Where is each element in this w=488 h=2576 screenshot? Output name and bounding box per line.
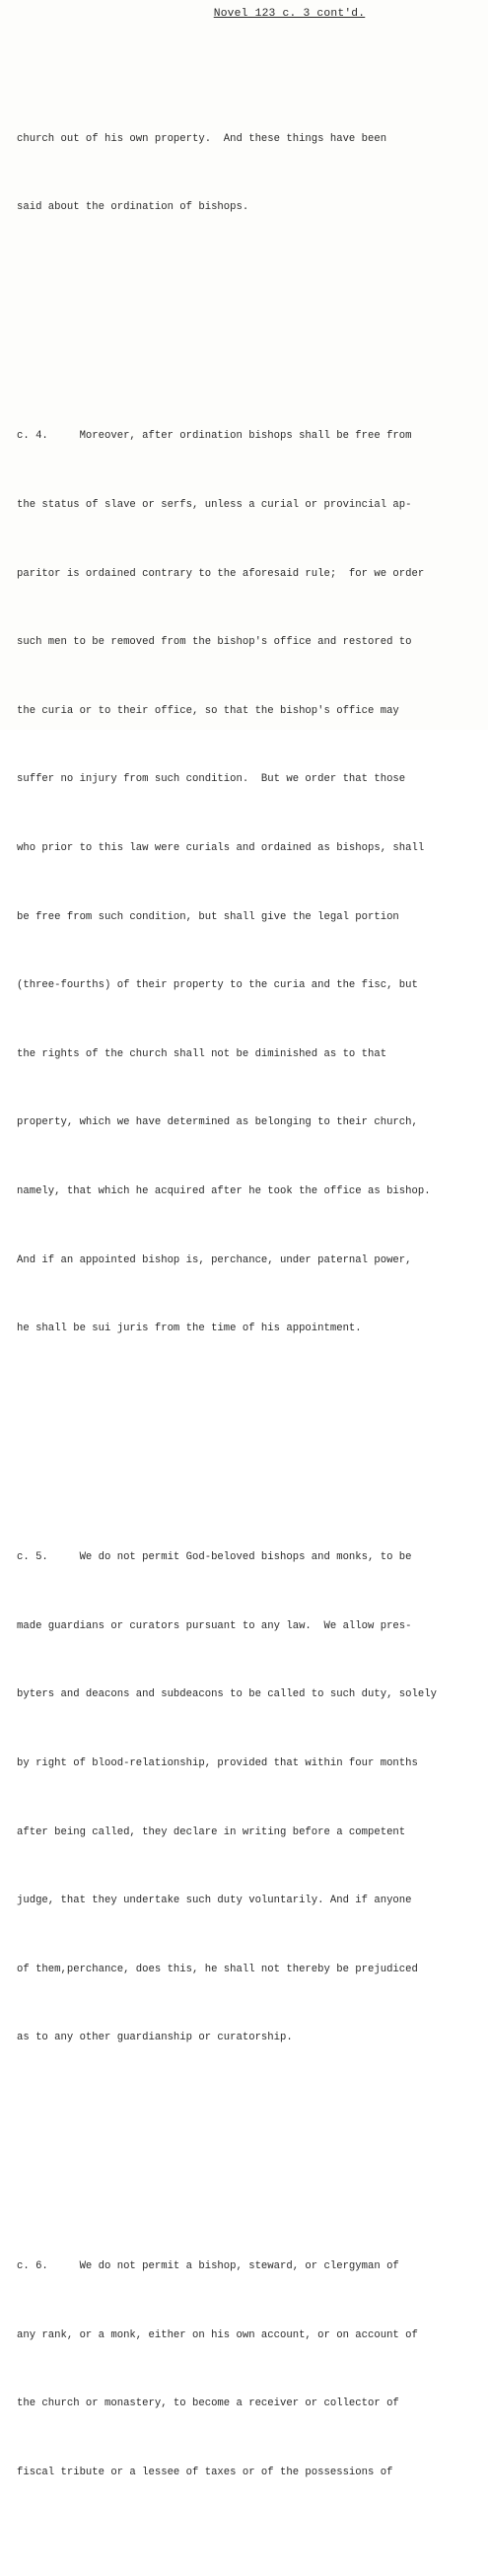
text-line: the status of slave or serfs, unless a curial or provincial ap- — [17, 499, 412, 511]
text-line: such men to be removed from the bishop's office and restored to — [17, 636, 412, 649]
header-title: Novel 123 c. 3 cont'd. — [213, 8, 366, 20]
text-line: the rights of the church shall not be diminished as to that — [17, 1047, 387, 1060]
text-line: property, which we have determined as belonging to their church, — [17, 1116, 418, 1129]
text-line: any rank, or a monk, either on his own account, or on account of — [17, 2328, 418, 2341]
text-line: suffer no injury from such condition. But we order that those — [17, 773, 406, 786]
text-line: c. 4. Moreover, after ordination bishops shall be free from — [17, 430, 412, 443]
text-line: And if an appointed bishop is, perchance, under paternal power, — [17, 1253, 412, 1266]
text-line: by right of blood-relationship, provided that within four months — [17, 1756, 418, 1769]
text-line: paritor is ordained contrary to the aforesaid rule; for we order — [17, 567, 425, 580]
text-line: judge, that they undertake such duty voluntarily. And if anyone — [17, 1895, 412, 1907]
text-line: said about the ordination of bishops. — [17, 201, 249, 214]
text-line: c. 5. We do not permit God-beloved bishops and monks, to be — [17, 1551, 412, 1564]
text-line: who prior to this law were curials and ordained as bishops, shall — [17, 841, 425, 854]
paragraph-c5 — [17, 1501, 480, 2096]
text-line: church out of his own property. And these things have been — [17, 132, 387, 145]
text-line: namely, that which he acquired after he took the office as bishop. — [17, 1184, 431, 1197]
text-line: after being called, they declare in writing before a competent — [17, 1825, 406, 1838]
text-line: be free from such condition, but shall give the legal portion — [17, 910, 399, 923]
paragraph-c6 — [17, 2210, 480, 2531]
text-line: c. 6. We do not permit a bishop, steward, or clergyman of — [17, 2260, 399, 2273]
text-line: as to any other guardianship or curatorship. — [17, 2032, 293, 2044]
text-line: (three-fourths) of their property to the curia and the fisc, but — [17, 979, 418, 992]
text-line: the curia or to their office, so that the bishop's office may — [17, 704, 399, 717]
text-line: of them,perchance, does this, he shall not thereby be prejudiced — [17, 1963, 418, 1975]
text-line: byters and deacons and subdeacons to be called to such duty, solely — [17, 1688, 437, 1701]
text-line: he shall be sui juris from the time of his appointment. — [17, 1323, 362, 1335]
document-body — [17, 36, 480, 2576]
paragraph-c4 — [17, 380, 480, 1387]
paragraph-intro — [17, 82, 480, 265]
text-line: fiscal tribute or a lessee of taxes or of the possessions of — [17, 2467, 393, 2479]
page-header — [0, 8, 488, 20]
text-line: made guardians or curators pursuant to any law. We allow pres- — [17, 1619, 412, 1632]
text-line: the church or monastery, to become a receiver or collector of — [17, 2397, 399, 2410]
